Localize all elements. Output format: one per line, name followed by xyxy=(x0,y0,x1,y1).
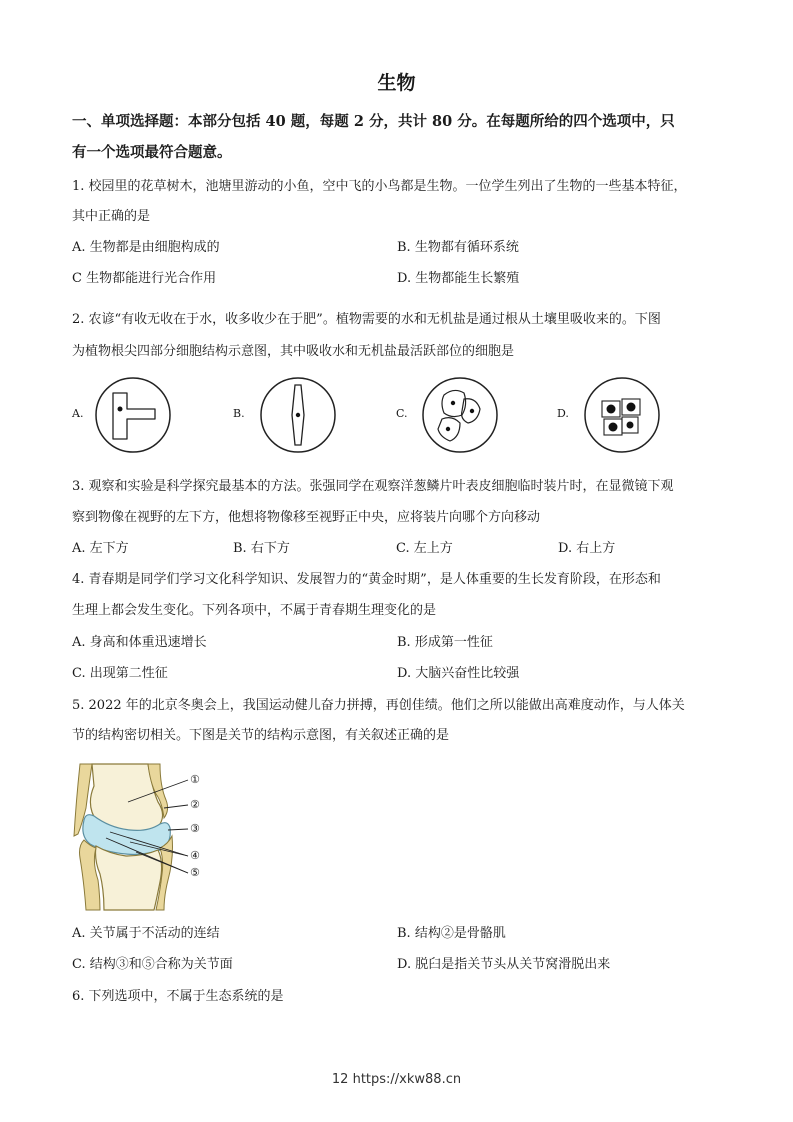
q1-stem-line1: 1. 校园里的花草树木，池塘里游动的小鱼，空中飞的小鸟都是生物。一位学生列出了生物的一些基本特征， xyxy=(72,179,687,194)
page-footer: 12 https://xkw88.cn xyxy=(331,1072,462,1087)
q4-stem-line2: 生理上都会发生变化。下列各项中，不属于青春期生理变化的是 xyxy=(72,603,437,618)
root-cap-cell-figure xyxy=(582,375,662,455)
q5-stem-line2: 节的结构密切相关。下图是关节的结构示意图，有关叙述正确的是 xyxy=(72,728,450,743)
q2-stem-line1: 2. 农谚“有收无收在于水，收多收少在于肥”。植物需要的水和无机盐是通过根从土壤里吸收来的。下图 xyxy=(72,312,661,327)
meristem-cell-figure xyxy=(420,375,500,455)
q4-option-a: A. 身高和体重迅速增长 xyxy=(72,635,207,650)
root-hair-cell-figure xyxy=(93,375,173,455)
q4-stem-line1: 4. 青春期是同学们学习文化科学知识、发展智力的“黄金时期”，是人体重要的生长发育阶段，在形态和 xyxy=(72,572,661,587)
q2-stem-line2: 为植物根尖四部分细胞结构示意图，其中吸收水和无机盐最活跃部位的细胞是 xyxy=(72,344,515,359)
q1-option-c: C 生物都能进行光合作用 xyxy=(72,271,217,286)
q5-option-d: D. 脱臼是指关节头从关节窝滑脱出来 xyxy=(397,957,611,972)
section-header-line2: 有一个选项最符合题意。 xyxy=(72,144,232,161)
q3-stem-line2: 察到物像在视野的左下方，他想将物像移至视野正中央，应将装片向哪个方向移动 xyxy=(72,510,541,525)
q1-option-a: A. 生物都是由细胞构成的 xyxy=(72,240,220,255)
q2-figure-label-a: A. xyxy=(72,407,84,420)
q3-option-b: B. 右下方 xyxy=(233,541,290,556)
q1-option-b: B. 生物都有循环系统 xyxy=(397,240,519,255)
q4-option-c: C. 出现第二性征 xyxy=(72,666,168,681)
joint-marker-4: ④ xyxy=(190,849,200,862)
q1-option-d: D. 生物都能生长繁殖 xyxy=(397,271,520,286)
q2-figure-label-c: C. xyxy=(396,407,408,420)
q1-stem-line2: 其中正确的是 xyxy=(72,209,151,224)
q2-figure-label-b: B. xyxy=(233,407,245,420)
q5-option-b: B. 结构②是骨骼肌 xyxy=(397,926,506,941)
q4-option-b: B. 形成第一性征 xyxy=(397,635,493,650)
section-header-line1: 一、单项选择题：本部分包括 40 题，每题 2 分，共计 80 分。在每题所给的四个选项中，只 xyxy=(72,113,675,130)
q2-figure-label-d: D. xyxy=(557,407,569,420)
q3-stem-line1: 3. 观察和实验是科学探究最基本的方法。张强同学在观察洋葱鳞片叶表皮细胞临时装片时，在显微镜下观 xyxy=(72,479,674,494)
q5-option-a: A. 关节属于不活动的连结 xyxy=(72,926,220,941)
joint-marker-3: ③ xyxy=(190,822,200,835)
q4-option-d: D. 大脑兴奋性比较强 xyxy=(397,666,520,681)
q5-stem-line1: 5. 2022 年的北京冬奥会上，我国运动健儿奋力拼搏，再创佳绩。他们之所以能做出高难度动作，与人体关 xyxy=(72,698,685,713)
q3-option-c: C. 左上方 xyxy=(396,541,453,556)
q6-stem-line1: 6. 下列选项中，不属于生态系统的是 xyxy=(72,989,284,1004)
q5-option-c: C. 结构③和⑤合称为关节面 xyxy=(72,957,233,972)
elongation-cell-figure xyxy=(258,375,338,455)
page-title: 生物 xyxy=(377,72,416,94)
joint-marker-5: ⑤ xyxy=(190,866,200,879)
joint-marker-1: ① xyxy=(190,773,200,786)
joint-marker-2: ② xyxy=(190,798,200,811)
q3-option-a: A. 左下方 xyxy=(72,541,129,556)
q3-option-d: D. 右上方 xyxy=(558,541,616,556)
